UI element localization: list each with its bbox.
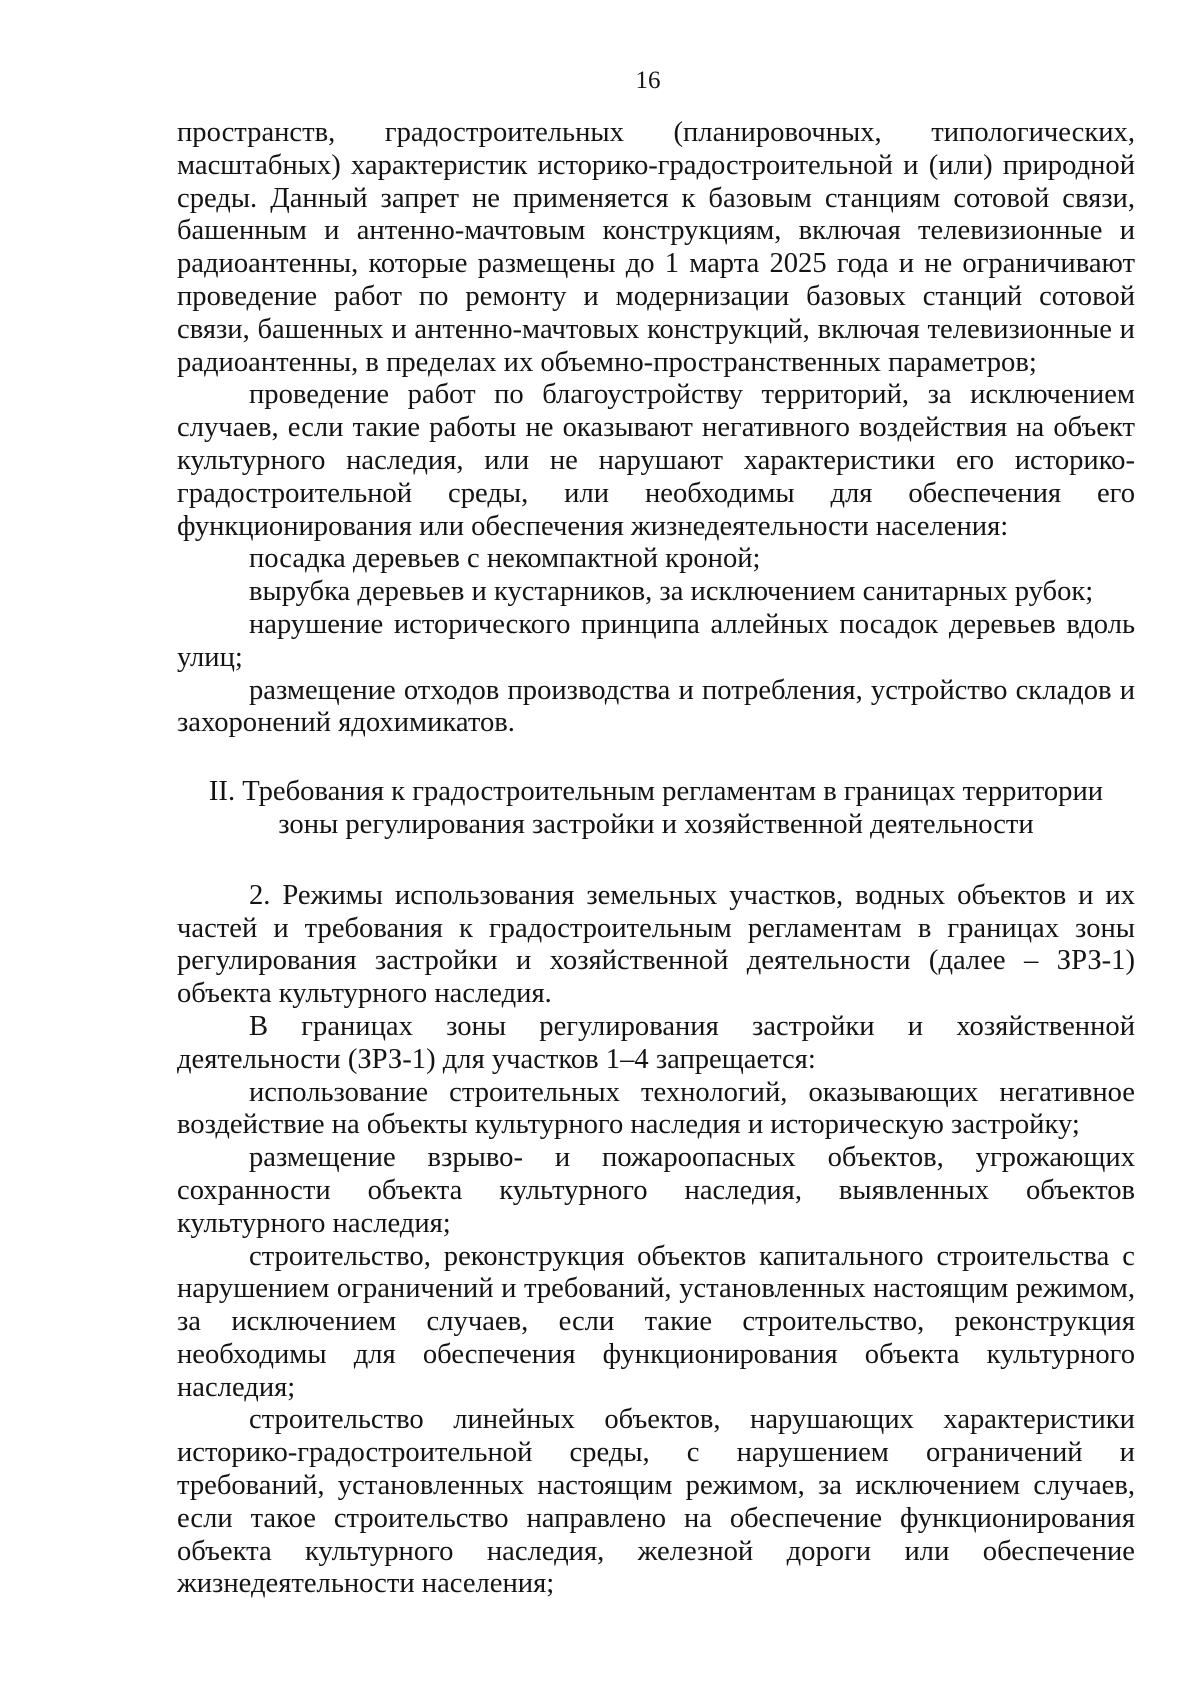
paragraph-before-4: вырубка деревьев и кустарников, за исключением санитарных рубок;: [249, 576, 1094, 608]
paragraph-after-4: размещение взрыво- и пожароопасных объектов, угрожающих сохранности объекта культурного наследия, выявленных объектов культурного наследия;: [177, 1142, 1135, 1239]
paragraph-before-3: посадка деревьев с некомпактной кроной;: [249, 543, 761, 575]
paragraph-after-6: строительство линейных объектов, нарушающих характеристики историко-градостроительной среды, с нарушением ограничений и требований, установленных настоящим режимом, за исключением случаев, если такое строительство направлено на обеспечение функционирования объекта культурного наследия, железной дороги или обеспечение жизнедеятельности населения;: [177, 1404, 1135, 1600]
paragraph-before-1: пространств, градостроительных (планировочных, типологических, масштабных) характеристик историко-градостроительной и (или) природной среды. Данный запрет не применяется к базовым станциям сотовой связи, башенным и антенно-мачтовым конструкциям, включая телевизионные и радиоантенны, которые размещены до 1 марта 2025 года и не ограничивают проведение работ по ремонту и модернизации базовых станций сотовой связи, башенных и антенно-мачтовых конструкций, включая телевизионные и радиоантенны, в пределах их объемно-пространственных параметров;: [177, 117, 1135, 378]
paragraph-before-6: размещение отходов производства и потребления, устройство складов и захоронений ядохимикатов.: [177, 674, 1135, 739]
paragraph-before-2: проведение работ по благоустройству территорий, за исключением случаев, если такие работы не оказывают негативного воздействия на объект культурного наследия, или не нарушают характеристики его историко-градостроительной среды, или необходимы для обеспечения его функционирования или обеспечения жизнедеятельности населения:: [177, 379, 1135, 542]
section-heading: [177, 776, 1135, 842]
paragraph-after-5: строительство, реконструкция объектов капитального строительства с нарушением ограничений и требований, установленных настоящим режимом, за исключением случаев, если такие строительство, реконструкция необходимы для обеспечения функционирования объекта культурного наследия;: [177, 1240, 1135, 1403]
paragraph-before-5: нарушение исторического принципа аллейных посадок деревьев вдоль улиц;: [177, 608, 1135, 673]
section-heading-line-1: II. Требования к градостроительным регламентам в границах территории: [208, 776, 1104, 808]
paragraph-after-3: использование строительных технологий, оказывающих негативное воздействие на объекты культурного наследия и историческую застройку;: [177, 1076, 1135, 1141]
paragraph-after-1: 2. Режимы использования земельных участков, водных объектов и их частей и требования к градостроительным регламентам в границах зоны регулирования застройки и хозяйственной деятельности (далее – ЗРЗ-1) объекта культурного наследия.: [177, 879, 1135, 1010]
paragraph-after-2: В границах зоны регулирования застройки и хозяйственной деятельности (ЗРЗ-1) для участков 1–4 запрещается:: [177, 1010, 1135, 1075]
section-heading-line-2: зоны регулирования застройки и хозяйственной деятельности: [278, 808, 1034, 840]
page-content: [177, 117, 1135, 1601]
page-number: 16: [635, 67, 661, 94]
